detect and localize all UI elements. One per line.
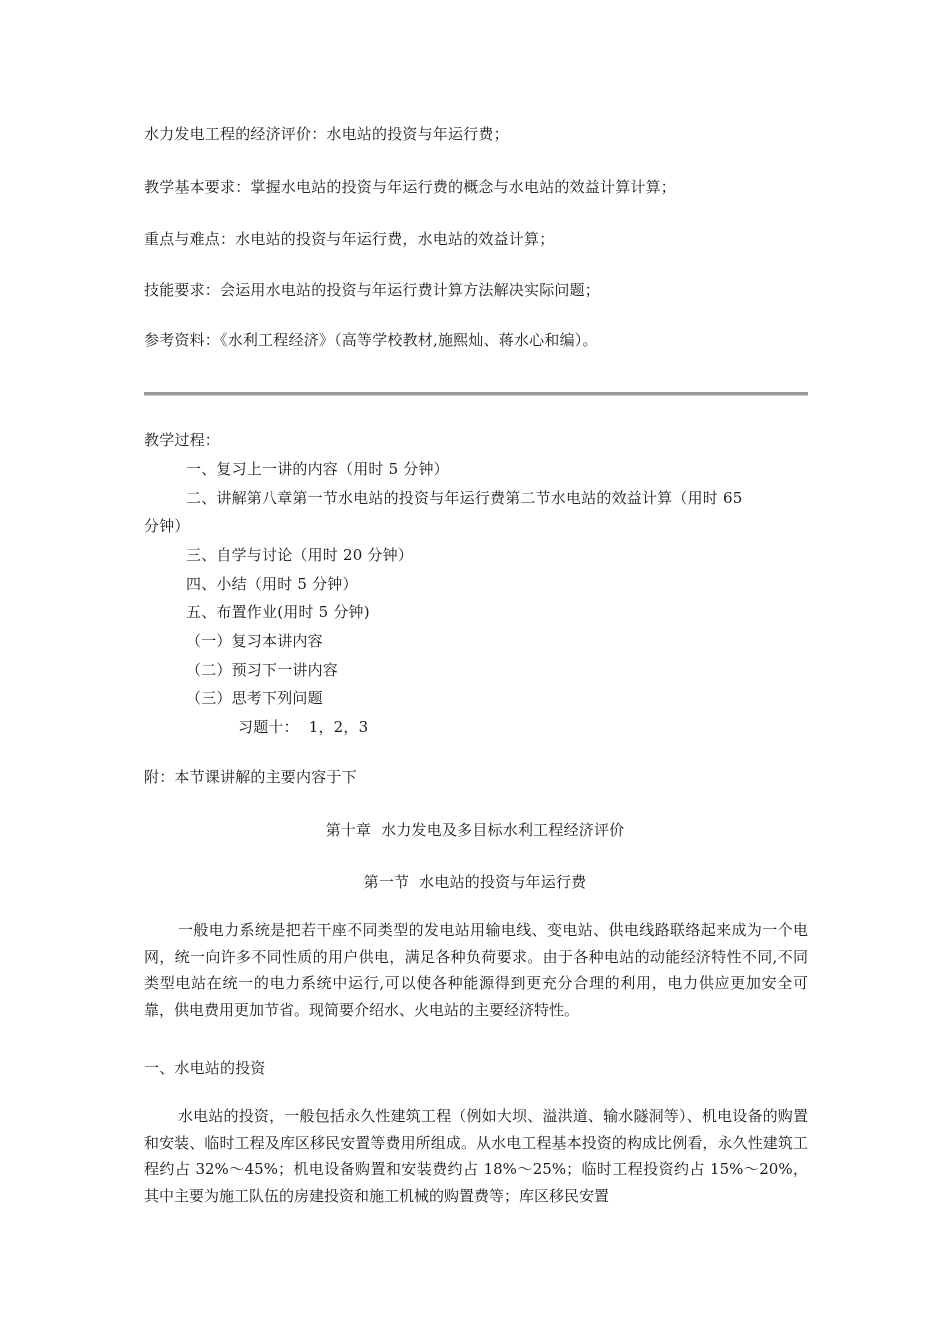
intro-paragraph: 一般电力系统是把若干座不同类型的发电站用输电线、变电站、供电线路联络起来成为一个电网，统一向许多不同性质的用户供电，满足各种负荷要求。由于各种电站的动能经济特性不同,不同类型电站在统一的电力系统中运行,可以使各种能源得到更充分合理的利用，电力供应更加安全可靠，供电费用更加节省。现简要介绍水、火电站的主要经济特性。 [144,921,808,1019]
key-points-line: 重点与难点：水电站的投资与年运行费，水电站的效益计算； [144,230,555,248]
process-step-4: 四、小结（用时 5 分钟） [186,575,358,593]
homework-item-1: （一）复习本讲内容 [186,632,323,650]
references-line: 参考资料：《水利工程经济》（高等学校教材,施熙灿、蒋水心和编）。 [144,331,598,349]
exercise-line: 习题十： 1，2，3 [238,718,369,736]
process-step-2-line-2: 分钟） [144,517,190,535]
subsection-heading: 一、水电站的投资 [144,1059,266,1077]
homework-item-2: （二）预习下一讲内容 [186,661,339,679]
process-title: 教学过程： [144,431,221,449]
homework-item-3: （三）思考下列问题 [186,689,323,707]
investment-paragraph: 水电站的投资，一般包括永久性建筑工程（例如大坝、溢洪道、输水隧洞等）、机电设备的购置和安装、临时工程及库区移民安置等费用所组成。从水电工程基本投资的构成比例看，永久性建筑工程约占 32%～45%；机电设备购置和安装费约占 18%～25%；临时工程投资约占 15%～20%，其中主要为施工队伍的房建投资和施工机械的购置费等；库区移民安置 [144,1107,808,1205]
skills-line: 技能要求：会运用水电站的投资与年运行费计算方法解决实际问题； [144,281,601,299]
process-step-3: 三、自学与讨论（用时 20 分钟） [186,546,414,564]
section-title: 第一节 水电站的投资与年运行费 [363,873,587,891]
horizontal-divider [144,392,808,396]
process-step-5: 五、布置作业(用时 5 分钟) [186,603,370,621]
topic-line: 水力发电工程的经济评价：水电站的投资与年运行费； [144,125,509,143]
process-step-1: 一、复习上一讲的内容（用时 5 分钟） [186,460,449,478]
chapter-title: 第十章 水力发电及多目标水利工程经济评价 [325,821,625,839]
appendix-line: 附：本节课讲解的主要内容于下 [144,768,357,786]
requirements-line: 教学基本要求：掌握水电站的投资与年运行费的概念与水电站的效益计算计算； [144,178,677,196]
process-step-2-line-1: 二、讲解第八章第一节水电站的投资与年运行费第二节水电站的效益计算（用时 65 [186,489,743,507]
